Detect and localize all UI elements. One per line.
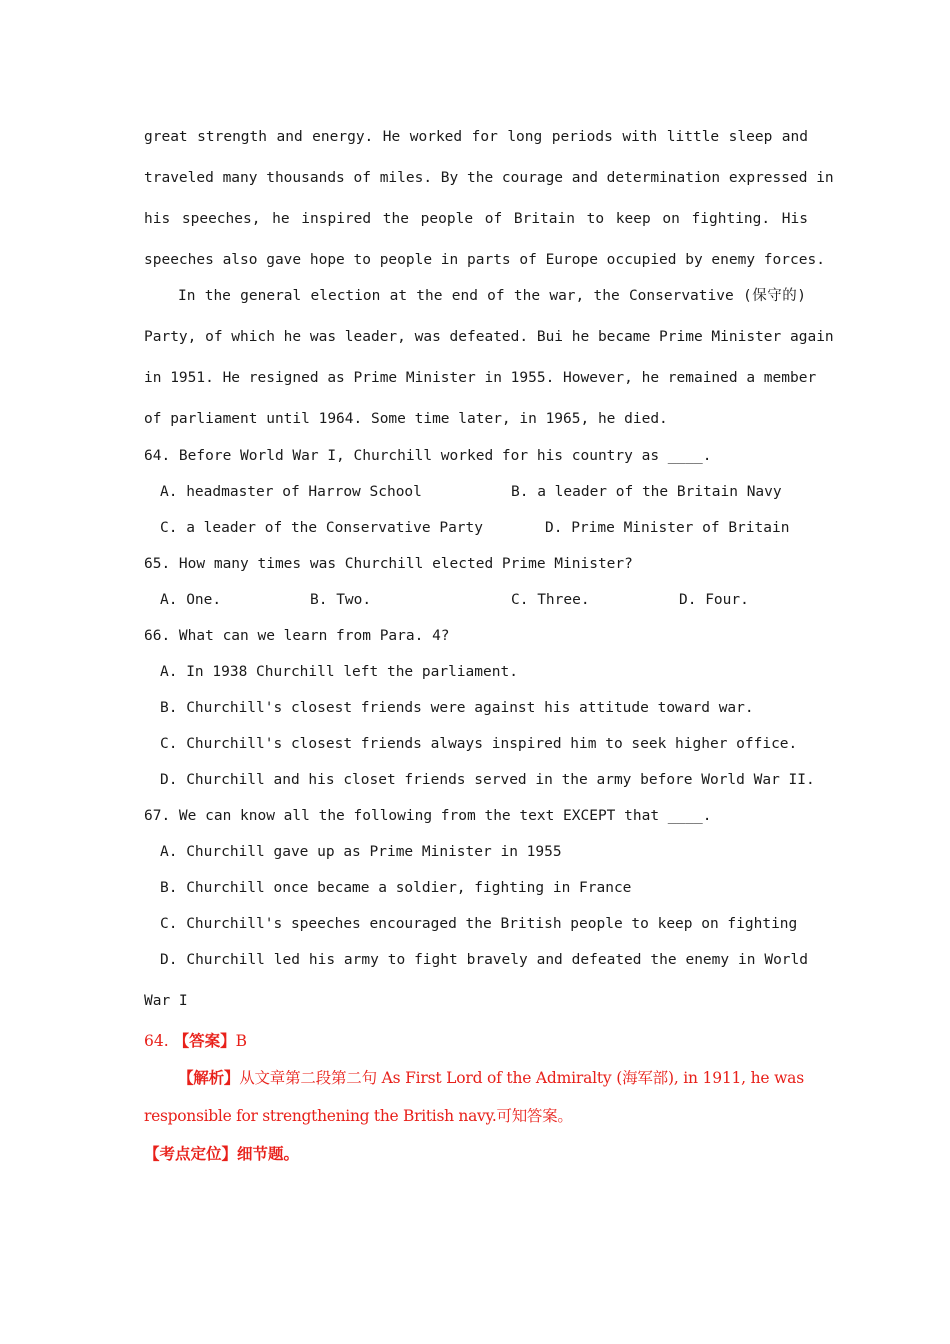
option-65-a: A. One. [160, 592, 222, 608]
passage-line: traveled many thousands of miles. By the courage and determination expressed in [144, 170, 834, 186]
question-stem-67: 67. We can know all the following from the text EXCEPT that ____. [144, 808, 712, 824]
option-67-c: C. Churchill's speeches encouraged the British people to keep on fighting [160, 916, 798, 932]
point-label: 【考点定位】 [144, 1144, 238, 1163]
passage-line: of parliament until 1964. Some time later, in 1965, he died. [144, 411, 668, 427]
option-67-b: B. Churchill once became a soldier, fighting in France [160, 880, 632, 896]
passage-line: in 1951. He resigned as Prime Minister in 1955. However, he remained a member [144, 370, 817, 386]
question-stem-66: 66. What can we learn from Para. 4? [144, 628, 450, 644]
option-67-d-continued: War I [144, 993, 188, 1009]
option-67-a: A. Churchill gave up as Prime Minister in 1955 [160, 844, 562, 860]
analysis-label: 【解析】 [178, 1068, 240, 1087]
point-value: 细节题。 [237, 1144, 300, 1163]
option-66-a: A. In 1938 Churchill left the parliament. [160, 664, 518, 680]
passage-line: his speeches, he inspired the people of Britain to keep on fighting. His [144, 211, 808, 227]
option-64-b: B. a leader of the Britain Navy [511, 484, 782, 500]
option-65-d: D. Four. [679, 592, 749, 608]
option-65-b: B. Two. [310, 592, 372, 608]
question-stem-65: 65. How many times was Churchill elected Prime Minister? [144, 556, 633, 572]
answer-value: B [235, 1032, 247, 1050]
answer-line [144, 1030, 812, 1052]
analysis-line [178, 1067, 810, 1089]
answer-number: 64. [144, 1032, 169, 1050]
option-64-c: C. a leader of the Conservative Party [160, 520, 484, 536]
question-stem-64: 64. Before World War I, Churchill worked for his country as ____. [144, 448, 712, 464]
passage-line: great strength and energy. He worked for long periods with little sleep and [144, 129, 808, 145]
analysis-line-2: responsible for strengthening the British navy.可知答案。 [144, 1107, 573, 1125]
option-66-d: D. Churchill and his closet friends served in the army before World War II. [160, 772, 815, 788]
passage-line: speeches also gave hope to people in parts of Europe occupied by enemy forces. [144, 252, 825, 268]
option-64-d: D. Prime Minister of Britain [545, 520, 790, 536]
option-66-b: B. Churchill's closest friends were against his attitude toward war. [160, 700, 754, 716]
passage-line: In the general election at the end of the war, the Conservative (保守的) [178, 288, 806, 304]
option-65-c: C. Three. [511, 592, 590, 608]
analysis-text: 从文章第二段第二句 As First Lord of the Admiralty (海军部), in 1911, he was [239, 1069, 804, 1087]
passage-line: Party, of which he was leader, was defeated. Bui he became Prime Minister again [144, 329, 834, 345]
option-66-c: C. Churchill's closest friends always inspired him to seek higher office. [160, 736, 798, 752]
answer-label: 【答案】 [173, 1031, 236, 1050]
point-line [144, 1143, 812, 1165]
option-67-d: D. Churchill led his army to fight bravely and defeated the enemy in World [160, 952, 808, 968]
option-64-a: A. headmaster of Harrow School [160, 484, 422, 500]
